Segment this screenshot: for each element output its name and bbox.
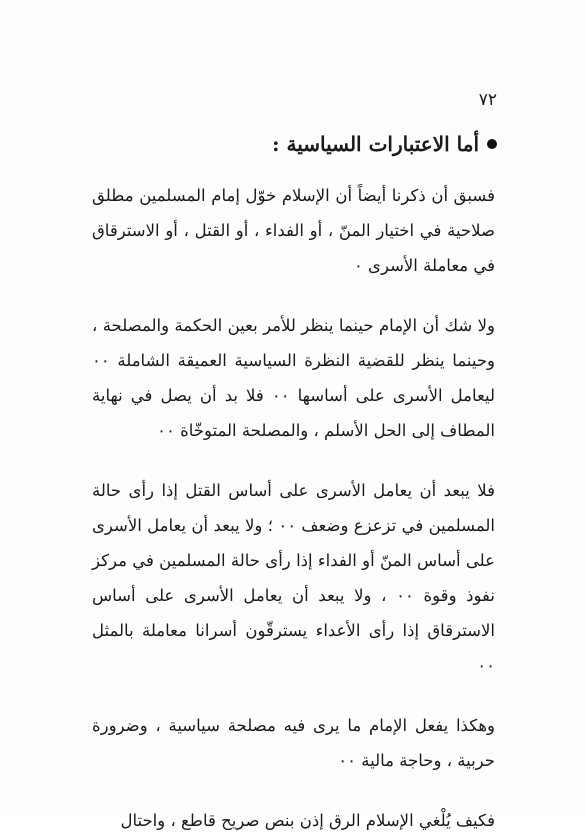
- body-text: [92, 178, 495, 838]
- paragraph: ولا شك أن الإمام حينما ينظر للأمر بعين الحكمة والمصلحة ، وحينما ينظر للقضية النظرة السياسية العميقة الشاملة ٠٠ ليعامل الأسرى على أساسها ٠٠ فلا بد أن يصل في نهاية المطاف إلى الحل الأسلم ، والمصلحة المتوخّاة ٠٠: [92, 316, 495, 440]
- paragraph: فكيف يُلْغي الإسلام الرق إذن بنص صريح قاطع ، واحتال: [120, 811, 495, 830]
- page-number: ٧٢: [478, 90, 497, 110]
- paragraph: فلا يبعد أن يعامل الأسرى على أساس القتل إذا رأى حالة المسلمين في تزعزع وضعف ٠٠ ؛ ولا يبعد أن يعامل الأسرى على أساس المنّ أو الفداء إذا رأى حالة المسلمين في مركز نفوذ وقوة ٠٠ ، ولا يبعد أن يعامل الأسرى على أساس الاسترقاق إذا رأى الأعداء يسترقّون أسرانا معاملة بالمثل ٠٠: [92, 481, 495, 675]
- paragraph: فسبق أن ذكرنا أيضاً أن الإسلام خوّل إمام المسلمين مطلق صلاحية في اختيار المنّ ، أو الفداء ، أو القتل ، أو الاسترقاق في معاملة الأسرى ٠: [92, 186, 495, 275]
- bullet-icon: [487, 139, 497, 149]
- paragraph: وهكذا يفعل الإمام ما يرى فيه مصلحة سياسية ، وضرورة حربية ، وحاجة مالية ٠٠: [92, 716, 495, 770]
- section-heading: [272, 132, 497, 156]
- section-heading-text: أما الاعتبارات السياسية :: [272, 132, 479, 156]
